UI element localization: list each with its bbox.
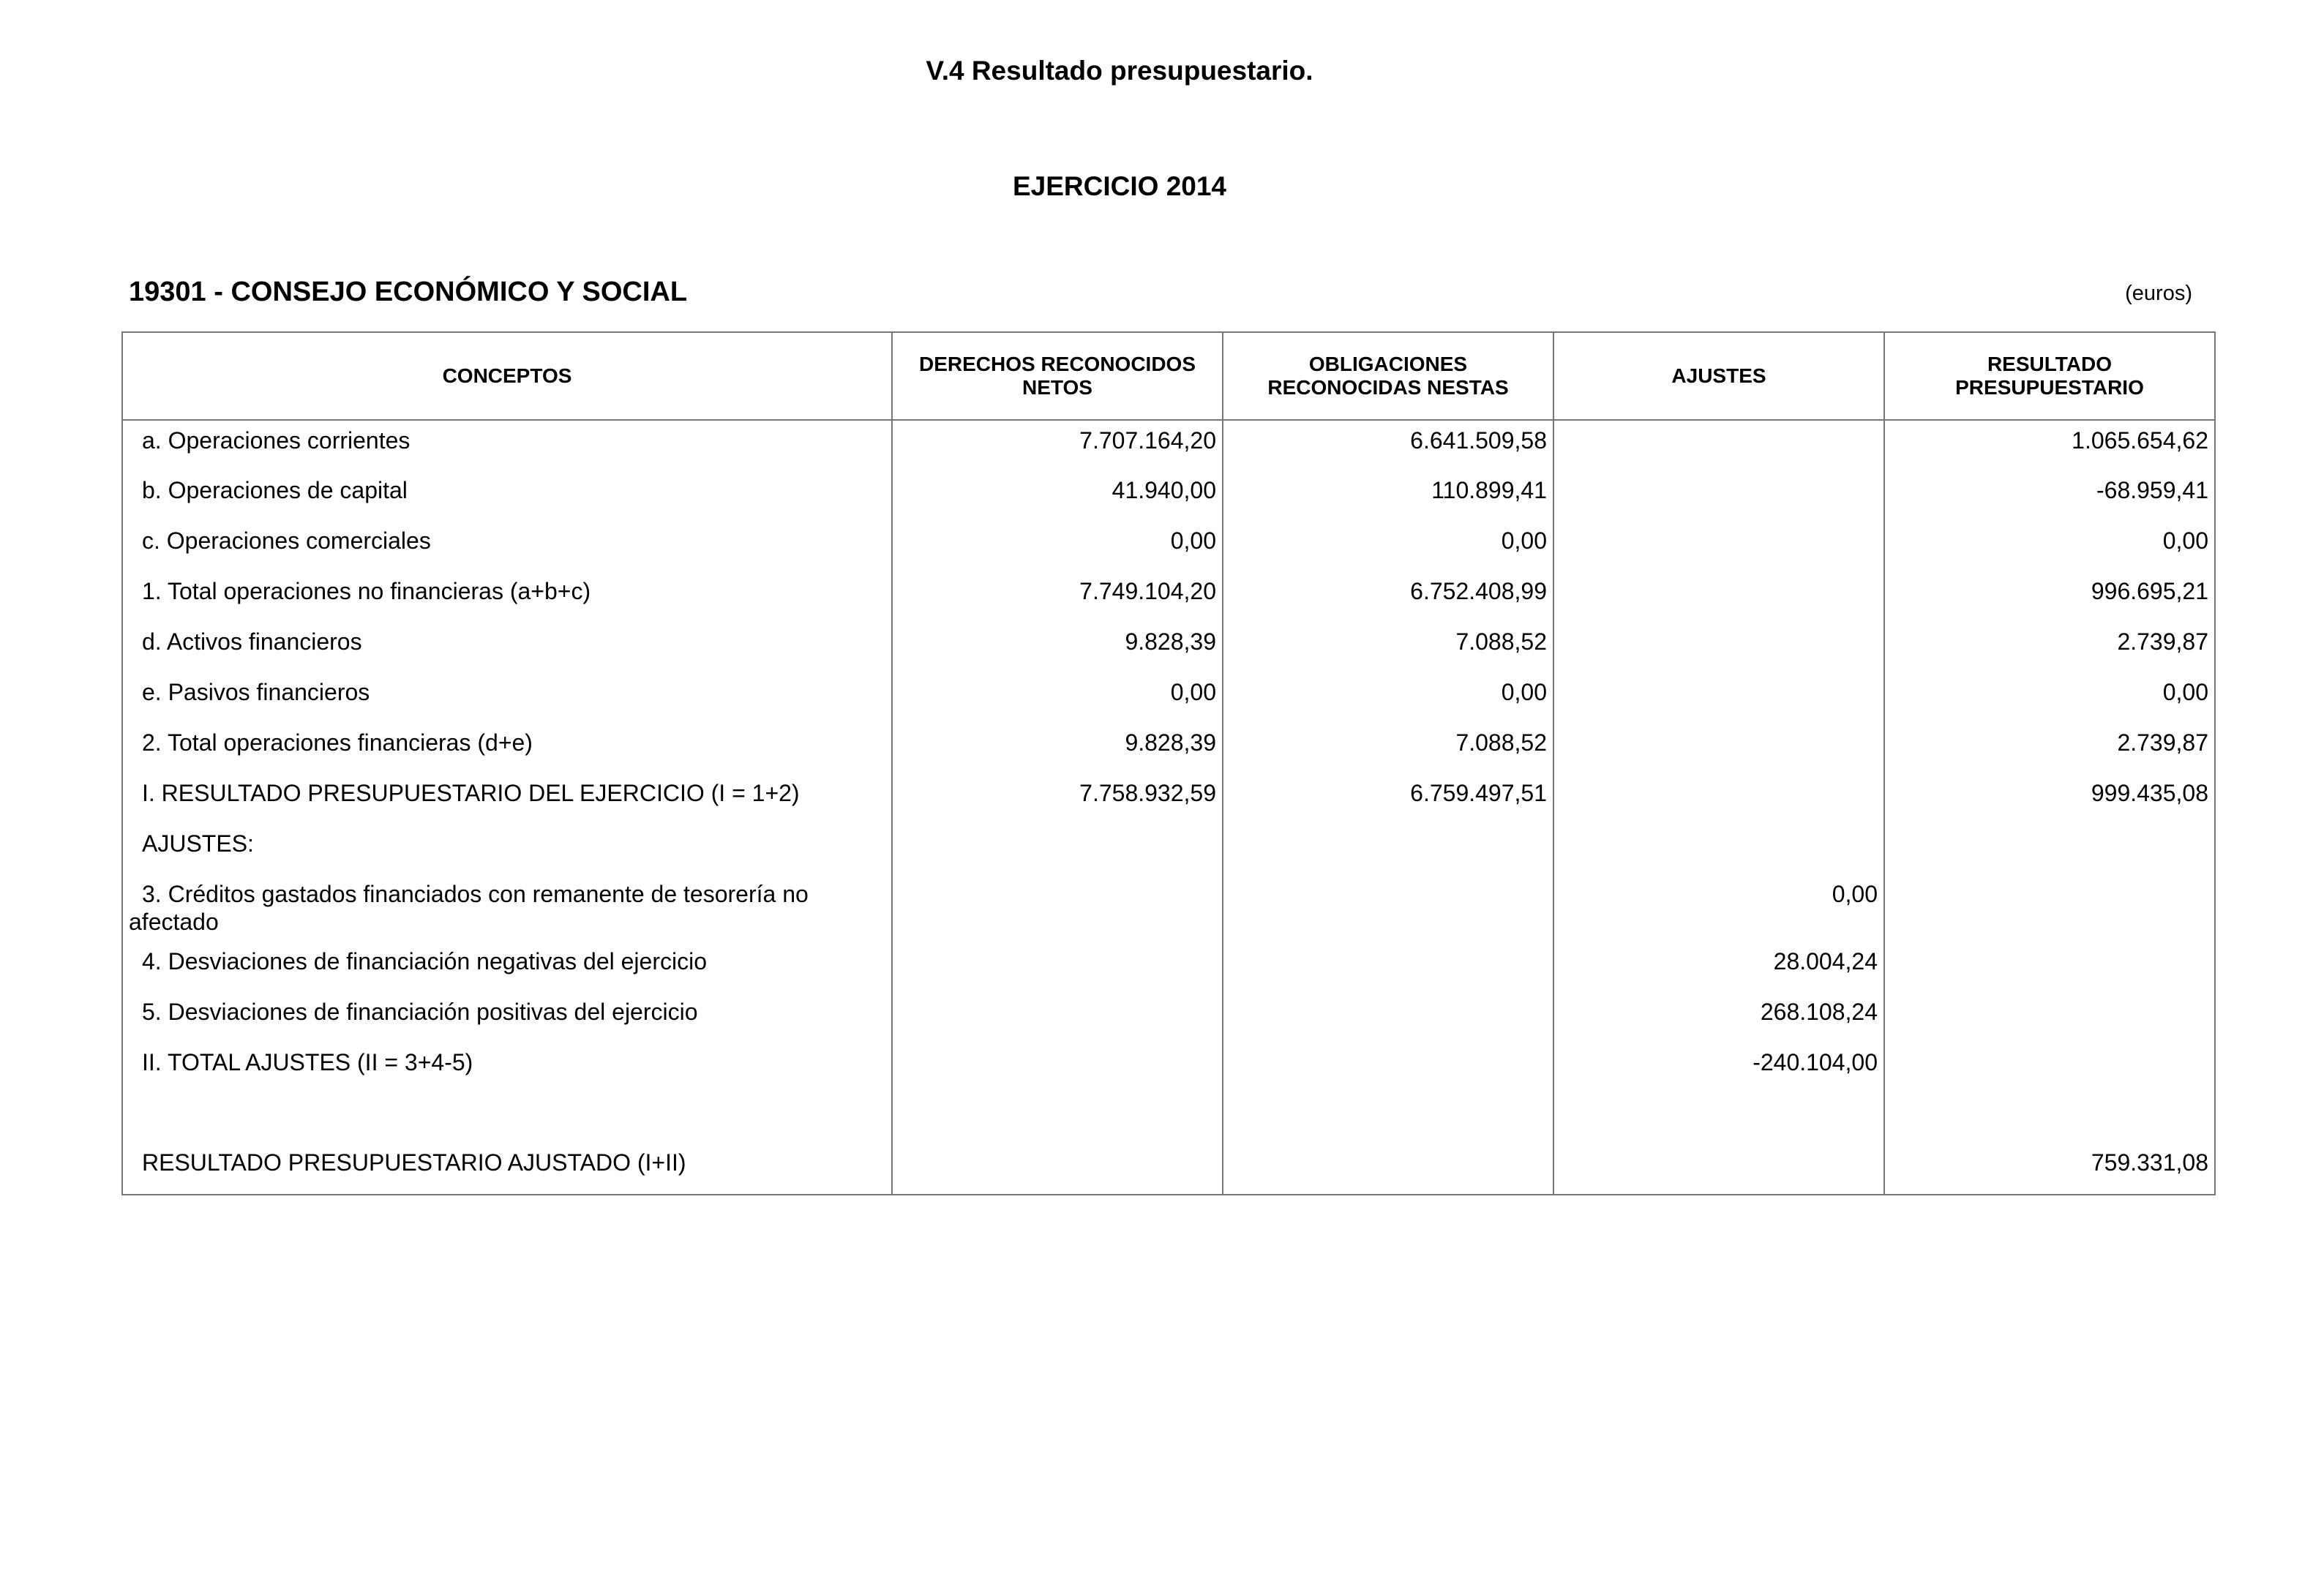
ajustes-cell (1553, 723, 1884, 773)
ajustes-cell (1553, 1093, 1884, 1143)
table-row (122, 942, 2215, 992)
header-ajustes: AJUSTES (1553, 332, 1884, 420)
fiscal-year-heading: EJERCICIO 2014 (1012, 171, 1227, 201)
concept-cell: II. TOTAL AJUSTES (II = 3+4-5) (122, 1043, 892, 1093)
ajustes-cell (1553, 571, 1884, 622)
ajustes-cell (1553, 470, 1884, 521)
entity-name: 19301 - CONSEJO ECONÓMICO Y SOCIAL (129, 277, 688, 307)
table-row (122, 622, 2215, 672)
derechos-cell: 9.828,39 (892, 622, 1223, 672)
resultado-cell (1884, 1043, 2215, 1093)
concept-cell: c. Operaciones comerciales (122, 521, 892, 571)
header-derechos-reconocidos-netos: DERECHOS RECONOCIDOS NETOS (892, 332, 1223, 420)
concept-cell: 4. Desviaciones de financiación negativas del ejercicio (122, 942, 892, 992)
table-spacer-row (122, 1093, 2215, 1143)
resultado-cell: 996.695,21 (1884, 571, 2215, 622)
obligaciones-cell: 6.759.497,51 (1223, 773, 1553, 824)
table-row (122, 470, 2215, 521)
resultado-cell: 0,00 (1884, 672, 2215, 723)
derechos-cell (892, 824, 1223, 874)
obligaciones-cell: 7.088,52 (1223, 723, 1553, 773)
table-row-total (122, 1143, 2215, 1195)
ajustes-cell (1553, 824, 1884, 874)
resultado-cell: 2.739,87 (1884, 622, 2215, 672)
derechos-cell (892, 942, 1223, 992)
header-obligaciones-reconocidas: OBLIGACIONES RECONOCIDAS NESTAS (1223, 332, 1553, 420)
resultado-cell: 1.065.654,62 (1884, 420, 2215, 470)
obligaciones-cell: 0,00 (1223, 521, 1553, 571)
resultado-cell: -68.959,41 (1884, 470, 2215, 521)
ajustes-cell: 268.108,24 (1553, 992, 1884, 1043)
obligaciones-cell (1223, 824, 1553, 874)
obligaciones-cell (1223, 942, 1553, 992)
derechos-cell: 0,00 (892, 672, 1223, 723)
obligaciones-cell (1223, 1143, 1553, 1195)
obligaciones-cell: 6.752.408,99 (1223, 571, 1553, 622)
ajustes-cell (1553, 622, 1884, 672)
table-row (122, 992, 2215, 1043)
ajustes-cell (1553, 1143, 1884, 1195)
derechos-cell (892, 1093, 1223, 1143)
table-row (122, 420, 2215, 470)
resultado-cell: 999.435,08 (1884, 773, 2215, 824)
concept-cell (122, 1093, 892, 1143)
concept-cell: AJUSTES: (122, 824, 892, 874)
resultado-cell (1884, 1093, 2215, 1143)
resultado-cell: 0,00 (1884, 521, 2215, 571)
table-row (122, 521, 2215, 571)
obligaciones-cell: 6.641.509,58 (1223, 420, 1553, 470)
resultado-cell (1884, 824, 2215, 874)
table-row (122, 773, 2215, 824)
derechos-cell: 7.749.104,20 (892, 571, 1223, 622)
derechos-cell: 9.828,39 (892, 723, 1223, 773)
concept-cell: 1. Total operaciones no financieras (a+b+c) (122, 571, 892, 622)
resultado-cell: 2.739,87 (1884, 723, 2215, 773)
resultado-cell (1884, 992, 2215, 1043)
obligaciones-cell: 7.088,52 (1223, 622, 1553, 672)
table-row (122, 824, 2215, 874)
derechos-cell (892, 992, 1223, 1043)
table-row (122, 723, 2215, 773)
ajustes-cell (1553, 773, 1884, 824)
derechos-cell (892, 874, 1223, 942)
obligaciones-cell (1223, 1043, 1553, 1093)
resultado-cell (1884, 874, 2215, 942)
ajustes-cell: 0,00 (1553, 874, 1884, 942)
concept-cell: a. Operaciones corrientes (122, 420, 892, 470)
concept-cell: b. Operaciones de capital (122, 470, 892, 521)
concept-cell: I. RESULTADO PRESUPUESTARIO DEL EJERCICIO (I = 1+2) (122, 773, 892, 824)
concept-cell: 2. Total operaciones financieras (d+e) (122, 723, 892, 773)
ajustes-cell (1553, 672, 1884, 723)
concept-cell: 5. Desviaciones de financiación positivas del ejercicio (122, 992, 892, 1043)
derechos-cell (892, 1143, 1223, 1195)
table-row (122, 672, 2215, 723)
report-title: V.4 Resultado presupuestario. (926, 56, 1313, 86)
obligaciones-cell (1223, 874, 1553, 942)
table-header-row (122, 332, 2215, 420)
table-row (122, 1043, 2215, 1093)
resultado-cell: 759.331,08 (1884, 1143, 2215, 1195)
concept-cell: RESULTADO PRESUPUESTARIO AJUSTADO (I+II) (122, 1143, 892, 1195)
concept-cell: e. Pasivos financieros (122, 672, 892, 723)
resultado-cell (1884, 942, 2215, 992)
concept-cell: d. Activos financieros (122, 622, 892, 672)
obligaciones-cell (1223, 1093, 1553, 1143)
budget-result-table (121, 331, 2216, 1195)
ajustes-cell (1553, 420, 1884, 470)
header-resultado-presupuestario: RESULTADO PRESUPUESTARIO (1884, 332, 2215, 420)
table-row (122, 874, 2215, 942)
obligaciones-cell: 0,00 (1223, 672, 1553, 723)
concept-cell: 3. Créditos gastados financiados con remanente de tesorería no afectado (122, 874, 892, 942)
ajustes-cell: 28.004,24 (1553, 942, 1884, 992)
ajustes-cell: -240.104,00 (1553, 1043, 1884, 1093)
units-label: (euros) (2125, 282, 2192, 305)
derechos-cell: 7.758.932,59 (892, 773, 1223, 824)
derechos-cell (892, 1043, 1223, 1093)
table-row (122, 571, 2215, 622)
derechos-cell: 41.940,00 (892, 470, 1223, 521)
derechos-cell: 0,00 (892, 521, 1223, 571)
obligaciones-cell (1223, 992, 1553, 1043)
derechos-cell: 7.707.164,20 (892, 420, 1223, 470)
ajustes-cell (1553, 521, 1884, 571)
header-conceptos: CONCEPTOS (122, 332, 892, 420)
obligaciones-cell: 110.899,41 (1223, 470, 1553, 521)
